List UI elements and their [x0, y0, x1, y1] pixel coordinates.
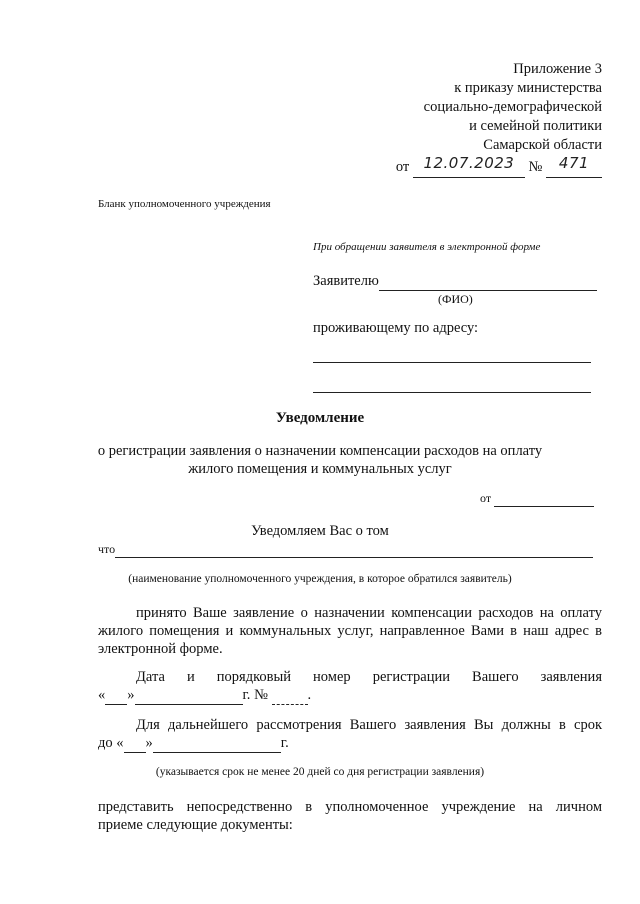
notice-title: Уведомление: [275, 410, 365, 426]
electronic-note: При обращении заявителя в электронной форме: [313, 241, 541, 253]
deadline-paragraph: [98, 716, 602, 753]
registration-date-row: [98, 686, 602, 705]
registration-paragraph: [98, 668, 602, 705]
applicant-label: Заявителю: [313, 273, 379, 289]
deadline-year-label: г.: [280, 735, 289, 751]
reg-word: Вашего: [472, 669, 519, 685]
order-number-prefix: №: [528, 159, 543, 175]
order-date-prefix: от: [395, 159, 410, 175]
reg-end: .: [307, 687, 312, 703]
registration-first-line: [98, 668, 602, 686]
submit-rest: приеме следующие документы:: [98, 817, 293, 833]
appendix-line-1: Приложение 3: [513, 61, 602, 77]
deadline-caption: (указывается срок не менее 20 дней со дня регистрации заявления): [155, 766, 485, 778]
form-header: Бланк уполномоченного учреждения: [98, 198, 271, 210]
submit-first-line: представить непосредственно в уполномоченное учреждение на личном: [98, 799, 602, 815]
from-label: от: [480, 491, 492, 505]
deadline-quote-close: »: [145, 735, 153, 751]
notify-line: Уведомляем Вас о том: [251, 523, 389, 539]
order-number-value: 471: [558, 154, 590, 172]
address-line-1: [313, 362, 591, 363]
deadline-day-line: [124, 734, 146, 753]
accepted-paragraph: [98, 604, 602, 658]
applicant-name-line: [379, 273, 597, 291]
fio-caption: (ФИО): [438, 292, 473, 306]
order-date-value: 12.07.2023: [423, 154, 515, 172]
institution-caption: (наименование уполномоченного учреждения, в которое обратился заявитель): [128, 573, 512, 585]
address-label: проживающему по адресу:: [313, 320, 479, 336]
reg-month-line: [135, 686, 243, 705]
applicant-row: [313, 273, 597, 291]
appendix-line-3: социально-демографической: [423, 99, 602, 115]
reg-word: Дата: [136, 669, 165, 685]
reg-word: порядковый: [216, 669, 291, 685]
subtitle-line-2: жилого помещения и коммунальных услуг: [188, 461, 452, 477]
reg-word: номер: [313, 669, 351, 685]
that-row: [98, 542, 593, 558]
deadline-date-row: [98, 734, 602, 753]
order-date-row: [395, 154, 602, 178]
appendix-block: [396, 60, 602, 178]
that-label: что: [98, 542, 116, 556]
reg-word: заявления: [540, 669, 602, 685]
reg-day-line: [105, 686, 127, 705]
address-line-2: [313, 392, 591, 393]
accepted-rest: жилого помещения и коммунальных услуг, направленное Вами в наш адрес в электронной форме.: [98, 623, 602, 657]
reg-number-line: [272, 686, 308, 705]
reg-word: и: [186, 669, 195, 685]
appendix-line-2: к приказу министерства: [454, 80, 602, 96]
order-number-field: [546, 154, 602, 178]
notice-subtitle: [0, 442, 640, 478]
submit-paragraph: [98, 798, 602, 834]
appendix-line-5: Самарской области: [483, 137, 602, 153]
institution-line: [115, 542, 593, 558]
reg-year-label: г.: [242, 687, 251, 703]
from-date-line: [494, 491, 594, 507]
order-date-field: [413, 154, 525, 178]
deadline-month-line: [153, 734, 281, 753]
accepted-first-line: принято Ваше заявление о назначении компенсации расходов на оплату: [136, 605, 602, 621]
reg-number-sign: №: [254, 687, 268, 703]
reg-quote-close: »: [127, 687, 135, 703]
subtitle-line-1: о регистрации заявления о назначении компенсации расходов на оплату: [97, 443, 543, 459]
appendix-line-4: и семейной политики: [469, 118, 602, 134]
reg-quote-open: «: [98, 687, 106, 703]
deadline-first-line: Для дальнейшего рассмотрения Вашего заявления Вы должны в срок: [136, 717, 602, 733]
from-row: [480, 491, 594, 507]
reg-word: регистрации: [372, 669, 450, 685]
deadline-prefix: до «: [98, 735, 124, 751]
